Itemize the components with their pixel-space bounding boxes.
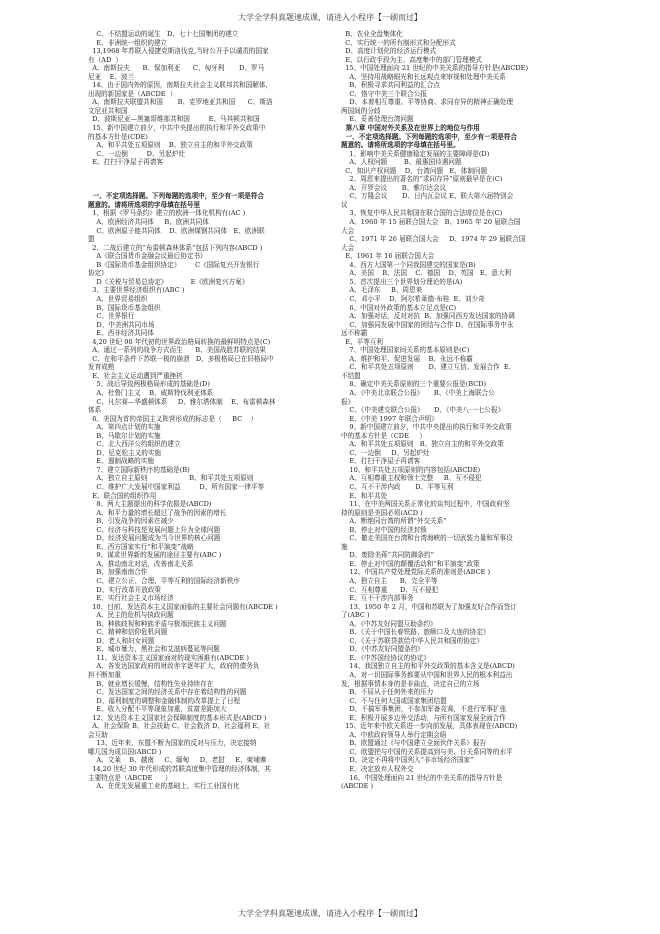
text-line: D、实行改革开放政策 bbox=[88, 585, 162, 594]
text-line: A、和平力量的增长超过了战争的因素的增长 bbox=[88, 508, 227, 517]
text-line: 9、谋求世界新的发展的途径主要有(ABC ) bbox=[88, 551, 222, 560]
text-line: E、遏制战略的实施 bbox=[88, 457, 154, 466]
text-line: 1、影响中美关系健康稳定发展的主要障碍是(D) bbox=[341, 149, 490, 158]
text-line: 哪几国为成员国(ABCD ) bbox=[88, 747, 162, 756]
text-line: 出现的新国家是（ABCDE ） bbox=[88, 89, 177, 98]
text-line: B、欧盟通过《与中国建立全面伙伴关系》报告 bbox=[341, 739, 487, 748]
text-line: 16、中国处理面向 21 世纪的中美关系的指导方针是 bbox=[341, 773, 503, 782]
text-line: 2、周恩来提出的著名的“求同存异”原则最早是在(C) bbox=[341, 175, 503, 184]
text-line: A、人权问题 B、最惠国待遇问题 bbox=[341, 158, 462, 167]
text-line: A、独立自主 B、完全平等 bbox=[341, 577, 438, 585]
text-line: C、世界银行 bbox=[88, 312, 135, 321]
text-line: A、文莱 B、越南 C、缅甸 D、老挝 E、柬埔寨 bbox=[88, 756, 267, 765]
text-line: E、妥善处理台湾问题 bbox=[341, 115, 414, 124]
text-line: E、社会主义运动遭到严重挫折 bbox=[88, 371, 183, 380]
text-line: C、和平共处五项原则 D、建立互信、发展合作 E、 bbox=[341, 363, 516, 372]
text-line: 14、由于国内外的原因，南斯拉夫社会主义联邦共和国解体， bbox=[88, 81, 273, 90]
text-line: B、就业增长缓慢，结构性失业持续存在 bbox=[88, 679, 214, 688]
text-line: 6、美国为首的帝国主义阵营形成的标志是（ BC ） bbox=[88, 414, 258, 423]
text-line: C、《关于苏联贷款给中华人民共和国的协定》 bbox=[341, 636, 484, 645]
text-line: E、西方国家实行“和平演变”战略 bbox=[88, 542, 194, 551]
text-line: C、欧盟把与中国的关系提高到与美、日关系同等的水平 bbox=[341, 747, 513, 756]
text-line: 3、主要世界经济组织有(ABC ) bbox=[88, 286, 185, 295]
text-line: 15、中国处理面向 21 世纪的中美关系的指导方针是(ABCDE) bbox=[341, 64, 529, 73]
right-column bbox=[341, 30, 581, 900]
text-line: A、毛泽东 B、周恩来 bbox=[341, 286, 423, 295]
text-line: C、北大西洋公约组织的建立 bbox=[88, 440, 181, 449]
text-line: 大会 bbox=[341, 226, 355, 235]
text-line: E、《中美 1997 年联合声明》 bbox=[341, 414, 438, 423]
text-line: E、非洲统一组织的建立 bbox=[88, 38, 168, 47]
text-line: 5、战后导致两极格局形成的基础是(D) bbox=[88, 380, 210, 389]
text-line: D、《中苏友好同盟条约》 bbox=[341, 645, 424, 654]
text-line: D《关税与贸易总协定》 E《欧洲复兴方案》 bbox=[88, 277, 249, 286]
text-line: E、以行政手段为主、高度集中的部门管理模式 bbox=[341, 55, 482, 64]
text-line: 4、西方大国第一个同我国建交的国家是(B) bbox=[341, 260, 476, 269]
text-line: 报》 bbox=[341, 397, 355, 406]
text-line: A、《中美北京联合公报》 B、《中美上海联合公 bbox=[341, 388, 495, 397]
text-line: 14,20 世纪 30 年代形成的苏联高度集中管理的经济体制，其 bbox=[88, 765, 271, 774]
text-line: B、马歇尔计划的实施 bbox=[88, 431, 161, 440]
text-line: D、经济发展问题成为当今世界的核心问题 bbox=[88, 534, 221, 543]
section-heading-line: 一、不定项选择题。下列每题的选项中，至少有一项是符合 bbox=[341, 132, 518, 141]
text-line: 8、两大主题提出的科学依据是(ABCD) bbox=[88, 500, 212, 509]
text-line: B、加强南南合作 bbox=[88, 568, 148, 577]
text-line: 协定》 bbox=[88, 269, 108, 278]
text-line: D、不搞军事集团，不参加军备竞赛，不进行军事扩张 bbox=[341, 705, 507, 714]
text-line: 议 bbox=[341, 200, 348, 209]
text-line: A、民主的危机与执政问题 bbox=[88, 611, 174, 620]
text-line: 8、确定中美关系原则的三个重要公报是(BCD) bbox=[341, 380, 487, 389]
text-line: 11、在中美两国关系正常化的谈判过程中，中国政府坚 bbox=[341, 500, 510, 509]
text-line: A、世界贸易组织 bbox=[88, 294, 148, 303]
text-line: E、平等互利 bbox=[341, 337, 383, 346]
page-header: 大学全学科真题速成课，请进入小程序【一刷而过】 bbox=[238, 13, 422, 22]
text-line: C、维护广大发展中国家利益 D、所有国家一律平等 bbox=[88, 482, 265, 491]
text-line: A、各发达国家政府的财政赤字逐年扩大，政府的债务负 bbox=[88, 662, 260, 671]
text-line: E、打扫干净屋子再请客 bbox=[88, 158, 163, 167]
text-line: E、联合国的组织作用 bbox=[88, 491, 157, 500]
text-line: C、万隆会议 D、日内瓦会议 E、联大第六届特别会 bbox=[341, 192, 514, 201]
text-line: B、不屈从于任何外来的压力 bbox=[341, 688, 434, 697]
text-line: C、一边倒 D、另起炉灶 bbox=[341, 448, 430, 457]
text-line: 会互助 bbox=[88, 730, 108, 739]
text-line bbox=[88, 175, 328, 184]
text-line: D、决定不再将中国列入“非市场经济国家” bbox=[341, 756, 474, 765]
text-line: 了(ABC ) bbox=[341, 611, 370, 620]
text-line: D、福利制度的调整和金融体制的改革提上了日程 bbox=[88, 696, 241, 705]
left-column bbox=[88, 30, 328, 900]
text-line: A、南斯拉夫 B、保加利亚 C、匈牙利 D、罗马 bbox=[88, 64, 265, 73]
text-line: 9、新中国建立前夕，中共中央提出的执行和平外交政策 bbox=[341, 423, 512, 432]
text-line: B、停止对中国的经济封锁 bbox=[341, 525, 427, 534]
text-line: B、引发战争的因素在减少 bbox=[88, 517, 174, 526]
text-line: 13、近年来，东盟不断为国家的反对与压力，决定接纳 bbox=[88, 739, 257, 748]
section-heading-line: 题意的。请将所选项的字母填在括号里。 bbox=[341, 141, 460, 150]
text-line: C、知识产权问题 D、台湾问题 E、体制问题 bbox=[341, 166, 488, 175]
text-line: C、在和平条件下苏联一极的崩溃 D、多极格局已在旧格局中 bbox=[88, 354, 274, 363]
text-line: A、互相尊重主权和领土完整 B、互不侵犯 bbox=[341, 474, 482, 483]
text-line: B、《关于中国长春铁路、旅顺口及大连的协定》 bbox=[341, 628, 490, 637]
text-line: E、西非经济共同体 bbox=[88, 329, 154, 338]
text-line: C、一边倒 D、另起炉灶 bbox=[88, 149, 185, 158]
text-line: 6、中国对外政策的基本立足点是(C) bbox=[341, 303, 457, 312]
section-heading-line: 题意的。请将所选项的字母填在括号里 bbox=[88, 200, 201, 209]
text-line: 12、发达资本主义国家社会保障制度的基本形式是(ABCD ) bbox=[88, 713, 267, 722]
text-line: 15、新中国建立前夕，中共中央提出的执行和平外交政策中 bbox=[88, 124, 266, 133]
text-line: 大会 bbox=[341, 243, 355, 252]
text-line: A、开罗会议 B、雅尔达会议 bbox=[341, 183, 447, 192]
text-line: E、决定放弃人权外交 bbox=[341, 765, 414, 774]
text-line: 两国间的分歧 bbox=[341, 106, 381, 115]
text-line: 4,20 世纪 90 年代初的世界政治格局转换的最鲜明特点是(C) bbox=[88, 337, 271, 346]
text-line: 13,1968 年苏联入侵捷克斯洛伐克,当时公开予以谴责的国家 bbox=[88, 47, 269, 56]
text-line: D、老人和妇女问题 bbox=[88, 636, 155, 645]
text-line: 13、1950 年 2 月，中国和苏联为了加强友好合作而签订 bbox=[341, 602, 517, 611]
text-line: A、杜鲁门主义 B、威斯特伐利亚体系 bbox=[88, 388, 214, 397]
text-line: 发育成熟 bbox=[88, 363, 115, 372]
text-line: E、和平共处 bbox=[341, 491, 388, 500]
text-line: B、国际货币基金组织 bbox=[88, 303, 161, 312]
section-heading-line: 一、不定项选择题。下列每题的选项中，至少有一项是符合 bbox=[88, 192, 265, 201]
text-line: A《联合国货币金融会议最后协定书》 bbox=[88, 252, 207, 261]
text-line bbox=[88, 184, 328, 193]
text-line bbox=[88, 167, 328, 176]
text-line: 12、中国共产党处理党际关系的准则是(ABCE ) bbox=[341, 568, 491, 577]
text-line: A、断绝同台湾的所谓“外交关系” bbox=[341, 517, 447, 526]
text-line: C、互不干涉内政 D、平等互利 bbox=[341, 482, 454, 491]
text-line: A、南斯拉夫联盟共和国 B、克罗地亚共和国 C、斯洛 bbox=[88, 98, 273, 107]
text-line: C、经济与科技是发展问题上升为全球问题 bbox=[88, 525, 221, 534]
text-line: A、独立自主原则 B、和平共处五项原则 bbox=[88, 474, 254, 483]
text-line: 不结盟 bbox=[341, 371, 361, 380]
text-line: 1、根据《罗马条约》建立的欧洲一体化机构有(AC ) bbox=[88, 209, 246, 218]
text-line: 10、和平共处五项原则的内容包括(ABCDE) bbox=[341, 465, 481, 474]
text-line: E、城市暴力、黑社会和艾滋病蔓延等问题 bbox=[88, 645, 220, 654]
text-line: E、打扫干净屋子再请客 bbox=[341, 457, 421, 466]
text-line: E、《中苏国经协议的协定》 bbox=[341, 653, 431, 662]
text-line: 11、发达资本主义国家面对的现实困难有(ABCDE ) bbox=[88, 653, 249, 662]
text-line: D、尼克松主义的实施 bbox=[88, 448, 162, 457]
section-heading-line: 第八章 中国对外关系及在世界上的地位与作用 bbox=[341, 124, 480, 133]
text-line: 持的原则是美国必须(ACD ) bbox=[341, 508, 423, 517]
text-line: A、《中苏友好同盟互助条约》 bbox=[341, 619, 437, 628]
text-line: 远不称霸 bbox=[341, 329, 368, 338]
text-line: 中的基本方针是（CDE ） bbox=[341, 431, 426, 440]
text-line: 发，根据事情本身的是非曲直，决定自己的立场 bbox=[341, 679, 480, 688]
text-line: C、欧洲原子能共同体 D、欧洲煤钢共同体 E、欧洲联 bbox=[88, 226, 265, 235]
text-line: A、通过一系列的战争方式而生 B、美国战胜苏联的结果 bbox=[88, 346, 267, 355]
text-line: A、推动南北对话，改善南北关系 bbox=[88, 559, 194, 568]
text-line: A、1960 年 15 届联合国大会 B、1965 年 20 届联合国 bbox=[341, 218, 521, 227]
text-line: D、本着相互尊重、平等协商、求同存异的精神正确处理 bbox=[341, 98, 513, 107]
text-line: C、撤走美国在台湾和台湾海峡的一切武装力量和军事设 bbox=[341, 534, 513, 543]
text-line: B、种族歧视和种族矛盾与极端民族主义问题 bbox=[88, 619, 227, 628]
text-line: C、《中美建交联合公报》 D、《中美八·一七公报》 bbox=[341, 406, 505, 415]
text-line: C、1971 年 26 届联合国大会 D、1974 年 29 届联合国 bbox=[341, 235, 526, 244]
text-line: C、恪守中美三个联合公报 bbox=[341, 89, 427, 98]
text-line: D、波斯尼亚—黑塞哥维那共和国 E、马其顿共和国 bbox=[88, 115, 260, 124]
text-line: A、和平共处五项原则 B、独立自主的和平外交政策 bbox=[341, 440, 504, 449]
text-line: A、第四点计划的实施 bbox=[88, 423, 161, 432]
text-line: 文尼亚共和国 bbox=[88, 106, 128, 115]
text-line: D、高度计划化的经济运行模式 bbox=[341, 47, 437, 56]
text-line: E、收入分配不平等现象加重，贫富差距加大 bbox=[88, 705, 227, 714]
text-line: C、实行统一的所有制形式和分配形式 bbox=[341, 38, 456, 47]
text-line: 3、恢复中华人民共和国在联合国的合法席位是在(C) bbox=[341, 209, 503, 218]
text-line: 担不断加重 bbox=[88, 671, 121, 680]
text-line: 的基本方针是(CDE) bbox=[88, 132, 148, 141]
text-line: E、1961 年 16 届联合国大会 bbox=[341, 252, 435, 261]
text-line: E、互不干涉内部事务 bbox=[341, 594, 414, 603]
text-line: A、对一切国际事务都要从中国和世界人民的根本利益出 bbox=[341, 671, 513, 680]
text-line: A、和平共处五项原则 B、独立自主的和平外交政策 bbox=[88, 141, 253, 150]
text-line: E、停止对中国的颠覆活动和“和平演变”政策 bbox=[341, 559, 480, 568]
text-line: A、美国 B、法国 C、德国 D、英国 E、意大利 bbox=[341, 269, 512, 278]
text-line: 15、近年来中欧关系进一步向前发展，具体表现在(ABCD) bbox=[341, 722, 518, 731]
text-line: (ABCDE ) bbox=[341, 782, 374, 791]
text-line: A、在优先发展重工业的基础上，实行工业国有化 bbox=[88, 782, 240, 791]
text-line: B《国际货币基金组织协定》 C《国际复兴开发银行 bbox=[88, 260, 260, 269]
text-line: C、精神和信仰危机问题 bbox=[88, 628, 168, 637]
text-line: B、积极寻求共同利益的汇合点 bbox=[341, 81, 440, 90]
text-line: B、农业全盘集体化 bbox=[341, 30, 403, 38]
text-line: 5、首次提出三个世界划分理论的是(A) bbox=[341, 277, 463, 286]
text-line: 7、建立国际新秩序的基础是(B) bbox=[88, 465, 190, 474]
text-line: A、中欧政府领导人举行定期会晤 bbox=[341, 730, 447, 739]
text-line: A、加强对话，反对对抗 B、加强同西方发达国家的协调 bbox=[341, 312, 515, 321]
text-line: 尼亚 E、波兰 bbox=[88, 72, 135, 81]
text-line: C、加强同发展中国家的团结与合作 D、在国际事务中永 bbox=[341, 320, 514, 329]
text-line: 施 bbox=[341, 542, 348, 551]
text-line: E、积极开展多边外交活动，与所有国家发展全面合作 bbox=[341, 713, 506, 722]
text-line: C、互相尊重 D、互不侵犯 bbox=[341, 585, 439, 594]
text-line: 盟 bbox=[88, 235, 95, 244]
text-line: 2、二战后建立的“布雷顿森林体系”包括下列内容(ABCD ) bbox=[88, 243, 263, 252]
text-line: 有（AD ） bbox=[88, 55, 123, 64]
text-line: C、邓小平 D、阿尔希莱德·布桂 E、刘少奇 bbox=[341, 294, 485, 303]
text-line: A、维护和平、促进发展 B、永远不称霸 bbox=[341, 354, 473, 363]
text-line: 主要特点是（ABCDE ） bbox=[88, 773, 172, 782]
text-line: D、废除美蒋“共同防御条约” bbox=[341, 551, 434, 560]
text-line: A、社会保险 B、社会扶助 C、社会救济 D、社会福利 E、社 bbox=[88, 722, 271, 731]
text-line: 10、目前，发达资本主义国家面临的主要社会问题有(ABCDE ) bbox=[88, 602, 278, 611]
page-footer: 大学全学科真题速成课，请进入小程序【一刷而过】 bbox=[238, 909, 422, 918]
text-line: C、不与任何大国或国家集团结盟 bbox=[341, 696, 447, 705]
text-line: 14、我国独立自主的和平外交政策的基本含义是(ABCD) bbox=[341, 662, 515, 671]
text-line: 7、中国处理国家间关系的基本原则是(C) bbox=[341, 346, 470, 355]
text-line: C、发达国家之间的经济关系中存在着结构性的问题 bbox=[88, 688, 247, 697]
text-line: C、建立公正、合理、平等互利的国际经济新秩序 bbox=[88, 577, 240, 585]
text-line: C、不结盟运动的诞生 D、七十七国集团的建立 bbox=[88, 30, 239, 38]
text-line: A、坚持用战略眼光和长远观点来审视和处理中美关系 bbox=[341, 72, 506, 81]
text-line: E、实行社会主义市场经济 bbox=[88, 594, 174, 603]
text-line: C、凡尔赛—华盛顿体系 D、雅尔塔体制 E、布雷顿森林 bbox=[88, 397, 276, 406]
text-line: 体系 bbox=[88, 406, 102, 415]
text-line: A、欧洲经济共同体 B、欧洲共同体 bbox=[88, 218, 209, 227]
text-line: D、中美洲共同市场 bbox=[88, 320, 155, 329]
